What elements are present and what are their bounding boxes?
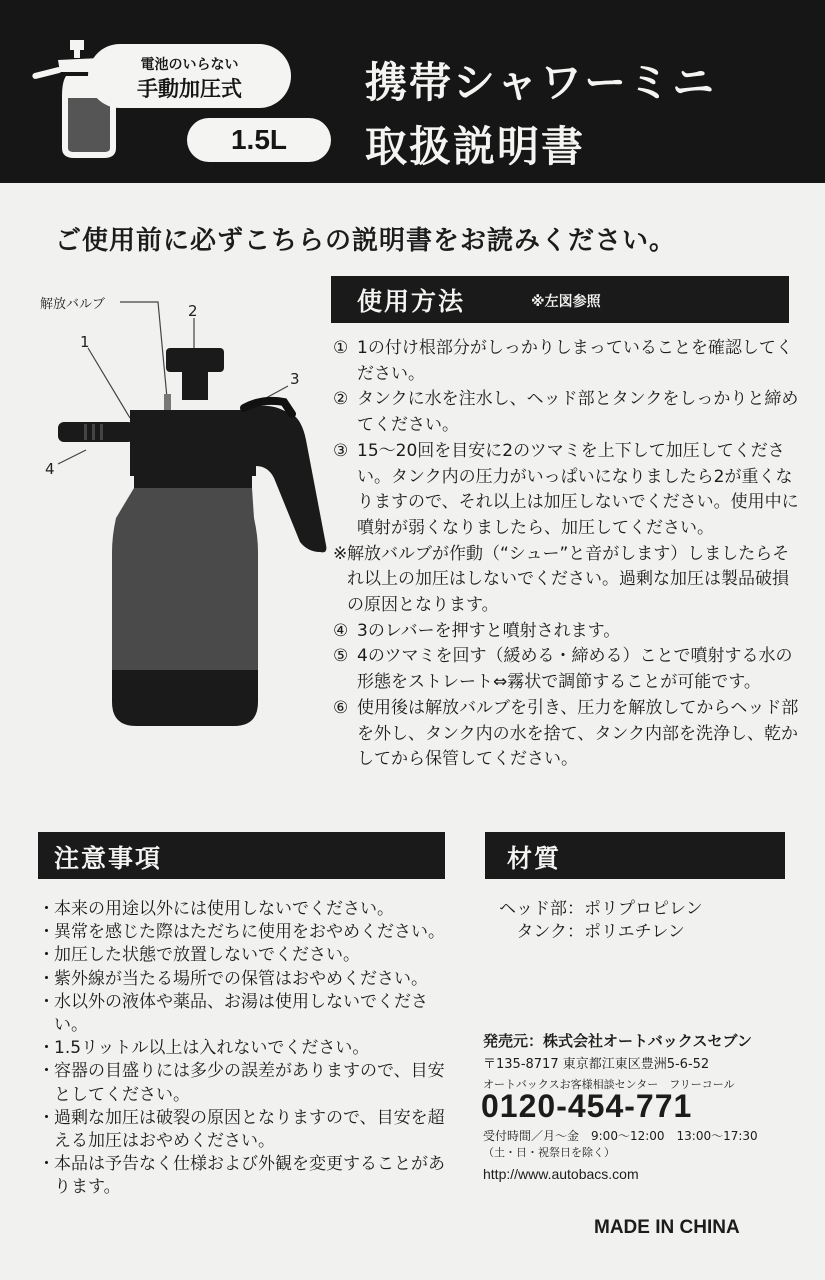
badge-line2: 手動加圧式 [137,77,242,101]
usage-step: ④ 3のレバーを押すと噴射されます。 [333,620,621,641]
read-before-use-notice: ご使用前に必ずこちらの説明書をお読みください。 [55,226,677,256]
material-row [487,894,703,919]
usage-step: ⑤ 4のツマミを回す（緩める・締める）ことで噴射する水の形態をストレート⇔霧状で調節することが可能です。 [333,646,793,693]
caution-heading: 注意事項 [54,844,163,873]
seller-name: 発売元：株式会社オートバックスセブン [483,1032,752,1050]
header-banner [0,0,825,183]
caution-item: ・ 容器の目盛りには多少の誤差がありますので、目安としてください。 [38,1061,445,1105]
material-part: タンク [516,922,567,942]
caution-heading-bar [38,832,445,879]
material-heading: 材質 [507,844,562,873]
website-url: http://www.autobacs.com [483,1166,639,1182]
usage-step: ③ 15～20回を目安に2のツマミを上下して加圧してください。タンク内の圧力がいっぱいになりましたら2が重くなりますので、それ以上は加圧しないでください。使用中に噴射が弱くなりましたら、加圧してください。 [333,440,799,538]
usage-note: ※左図参照 [531,294,601,310]
product-title: 携帯シャワーミニ [365,58,717,107]
usage-warning: ※ 解放バルブが作動（“シュー”と音がします）しましたらそれ以上の加圧はしないでください。過剰な加圧は製品破損の原因となります。 [333,543,790,616]
usage-step: ① 1の付け根部分がしっかりしまっていることを確認してください。 [333,338,793,384]
sprayer-diagram [30,290,330,740]
country-of-origin: MADE IN CHINA [594,1217,740,1238]
part-1-label: 1 [80,333,90,351]
capacity-badge: 1.5L [187,118,331,162]
caution-item: ・ 1.5リットル以上は入れないでください。 [38,1038,370,1059]
usage-step: ⑥ 使用後は解放バルブを引き、圧力を解放してからヘッド部を外し、タンク内の水を捨て、タンク内部を洗浄し、乾かしてから保管してください。 [333,697,799,770]
caution-item: ・ 加圧した状態で放置しないでください。 [38,945,360,966]
usage-heading: 使用方法 [357,287,466,316]
release-valve-label: 解放バルブ [40,297,106,312]
usage-step: ② タンクに水を注水し、ヘッド部とタンクをしっかりと締めてください。 [333,389,799,436]
support-hours: 受付時間／月～金 9:00～12:00 13:00～17:30 [483,1129,758,1143]
usage-heading-bar [331,276,789,323]
caution-list [38,898,448,1200]
support-center: オートバックスお客様相談センター フリーコール [483,1078,735,1091]
caution-item: ・ 本来の用途以外には使用しないでください。 [38,899,394,919]
manual-title: 取扱説明書 [365,122,586,171]
caution-item: ・ 本品は予告なく仕様および外観を変更することがあります。 [38,1154,445,1198]
badge-line1: 電池のいらない [140,57,239,73]
material-value: ：ポリプロピレン [567,899,703,919]
seller-address: 〒135-8717 東京都江東区豊洲5-6-52 [483,1057,710,1072]
support-hours-note: （土・日・祝祭日を除く） [483,1146,615,1159]
caution-item: ・ 異常を感じた際はただちに使用をおやめください。 [38,922,445,943]
caution-item: ・ 紫外線が当たる場所での保管はおやめください。 [38,968,428,989]
phone-number: 0120-454-771 [481,1088,693,1124]
manual-pressure-badge [88,44,291,108]
caution-item: ・ 水以外の液体や薬品、お湯は使用しないでください。 [38,991,428,1036]
part-2-label: 2 [188,302,198,320]
caution-item: ・ 過剰な加圧は破裂の原因となりますので、目安を超える加圧はおやめください。 [38,1107,445,1152]
material-heading-bar [485,832,785,879]
part-4-label: 4 [45,460,55,478]
material-part: ヘッド部 [499,899,567,919]
part-3-label: 3 [290,370,300,388]
usage-steps [333,336,803,773]
material-row [487,917,685,942]
material-value: ：ポリエチレン [567,922,685,942]
